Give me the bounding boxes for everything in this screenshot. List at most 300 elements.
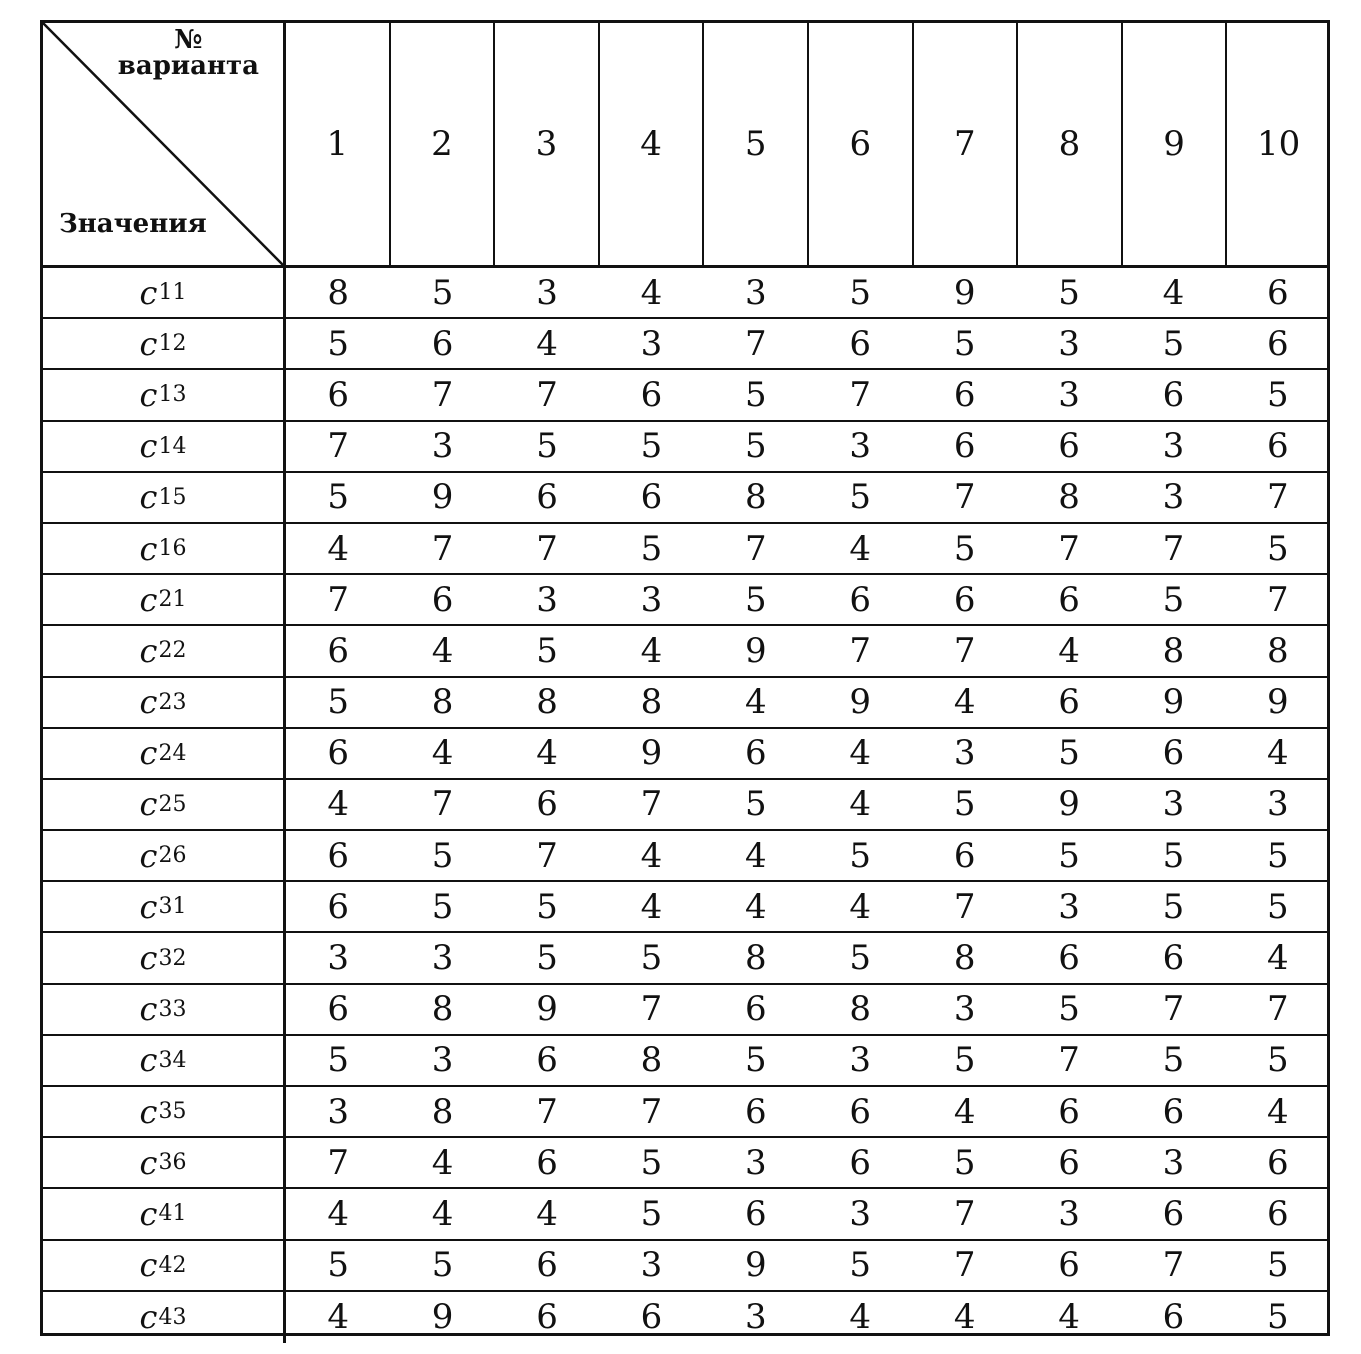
table-cell: 7 — [536, 835, 558, 876]
number-sign-label: № — [174, 25, 203, 55]
table-cell: 5 — [849, 477, 872, 518]
table-cell: 9 — [640, 733, 663, 774]
table-cell: 5 — [849, 272, 872, 313]
row-variable: c — [139, 785, 158, 824]
table-cell: 7 — [1267, 477, 1289, 518]
table-cell: 3 — [1058, 1193, 1080, 1234]
table-cell: 7 — [953, 886, 976, 927]
table-cell: 4 — [953, 1297, 976, 1338]
table-cell: 8 — [327, 272, 350, 313]
table-cell: 8 — [431, 989, 454, 1030]
variant-label: варианта — [117, 51, 259, 81]
table-cell: 4 — [953, 682, 976, 723]
row-variable: c — [139, 1298, 158, 1337]
table-cell: 4 — [431, 1193, 454, 1234]
table-row — [43, 882, 1330, 933]
table-cell: 8 — [1058, 477, 1080, 518]
table-cell: 5 — [1162, 886, 1185, 927]
table-cell: 5 — [327, 1040, 350, 1081]
row-variable: c — [139, 273, 158, 312]
table-cell: 9 — [1267, 682, 1289, 723]
row-subscript: 12 — [158, 331, 187, 357]
table-cell: 7 — [327, 1142, 350, 1183]
table-cell: 6 — [1058, 1245, 1080, 1286]
table-cell: 3 — [849, 1040, 872, 1081]
table-cell: 6 — [1267, 1193, 1289, 1234]
table-cell: 8 — [745, 477, 767, 518]
table-cell: 5 — [640, 528, 663, 569]
table-cell: 3 — [1162, 477, 1185, 518]
table-cell: 4 — [640, 272, 663, 313]
row-label — [43, 1138, 286, 1187]
table-cell: 5 — [953, 528, 976, 569]
table-cell: 9 — [536, 989, 558, 1030]
table-cell: 6 — [745, 1091, 767, 1132]
row-subscript: 35 — [158, 1099, 187, 1125]
table-cell: 5 — [953, 784, 976, 825]
table-cell: 3 — [745, 1297, 767, 1338]
table-cell: 6 — [849, 1091, 872, 1132]
row-variable: c — [139, 990, 158, 1029]
table-cell: 7 — [953, 1245, 976, 1286]
table-cell: 6 — [1267, 323, 1289, 364]
row-subscript: 33 — [158, 996, 187, 1022]
table-cell: 6 — [327, 630, 350, 671]
table-cell: 4 — [640, 835, 663, 876]
table-cell: 9 — [953, 272, 976, 313]
table-cell: 4 — [327, 1297, 350, 1338]
table-cell: 3 — [327, 1091, 350, 1132]
table-cell: 5 — [1267, 886, 1289, 927]
table-cell: 3 — [536, 272, 558, 313]
table-cell: 5 — [1162, 1040, 1185, 1081]
table-cell: 6 — [536, 1040, 558, 1081]
table-cell: 5 — [849, 835, 872, 876]
table-cell: 6 — [1267, 1142, 1289, 1183]
variant-header-cell: 8 — [1016, 23, 1121, 265]
table-cell: 7 — [1267, 989, 1289, 1030]
table-cell: 5 — [640, 1142, 663, 1183]
table-cell: 8 — [431, 1091, 454, 1132]
row-label — [43, 1036, 286, 1085]
row-label — [43, 780, 286, 829]
table-cell: 3 — [1162, 1142, 1185, 1183]
row-variable: c — [139, 1143, 158, 1182]
table-cell: 9 — [849, 682, 872, 723]
table-cell: 6 — [849, 1142, 872, 1183]
table-cell: 6 — [1162, 1193, 1185, 1234]
row-subscript: 41 — [158, 1201, 187, 1227]
table-cell: 8 — [1162, 630, 1185, 671]
table-cell: 4 — [1162, 272, 1185, 313]
row-variable: c — [139, 887, 158, 926]
table-row — [43, 1087, 1330, 1138]
table-cell: 6 — [849, 323, 872, 364]
table-row — [43, 831, 1330, 882]
table-cell: 6 — [953, 426, 976, 467]
table-cell: 3 — [745, 1142, 767, 1183]
table-cell: 7 — [431, 784, 454, 825]
table-cell: 6 — [640, 374, 663, 415]
table-cell: 7 — [327, 579, 350, 620]
variant-header-cell: 5 — [702, 23, 807, 265]
table-cell: 5 — [640, 1193, 663, 1234]
table-cell: 5 — [1267, 1245, 1289, 1286]
table-row — [43, 370, 1330, 421]
row-variable: c — [139, 529, 158, 568]
row-subscript: 31 — [158, 894, 187, 920]
table-cell: 6 — [849, 579, 872, 620]
table-cell: 5 — [745, 426, 767, 467]
table-cell: 6 — [536, 1245, 558, 1286]
table-cell: 4 — [640, 630, 663, 671]
table-cell: 6 — [327, 374, 350, 415]
table-cell: 3 — [745, 272, 767, 313]
table-cell: 5 — [536, 426, 558, 467]
table-cell: 3 — [431, 1040, 454, 1081]
table-cell: 3 — [1162, 426, 1185, 467]
table-cell: 6 — [745, 989, 767, 1030]
table-cell: 6 — [953, 374, 976, 415]
row-label — [43, 1087, 286, 1136]
table-cell: 5 — [327, 323, 350, 364]
row-label — [43, 1292, 286, 1343]
row-label — [43, 882, 286, 931]
row-subscript: 16 — [158, 536, 187, 562]
table-cell: 6 — [327, 835, 350, 876]
variant-header-row — [286, 23, 1330, 265]
table-row — [43, 933, 1330, 984]
table-cell: 6 — [1162, 733, 1185, 774]
table-cell: 7 — [640, 784, 663, 825]
table-cell: 4 — [1267, 938, 1289, 979]
table-cell: 7 — [1058, 1040, 1080, 1081]
row-variable: c — [139, 427, 158, 466]
row-label — [43, 933, 286, 982]
table-cell: 4 — [431, 630, 454, 671]
table-cell: 5 — [745, 579, 767, 620]
table-row — [43, 626, 1330, 677]
row-variable: c — [139, 1041, 158, 1080]
table-cell: 7 — [1267, 579, 1289, 620]
table-row — [43, 780, 1330, 831]
row-variable: c — [139, 939, 158, 978]
row-subscript: 13 — [158, 382, 187, 408]
table-cell: 7 — [1162, 1245, 1185, 1286]
variant-header-cell: 9 — [1121, 23, 1226, 265]
row-label — [43, 985, 286, 1034]
variant-header-cell: 1 — [326, 124, 349, 164]
table-cell: 6 — [536, 784, 558, 825]
table-cell: 5 — [1162, 835, 1185, 876]
table-cell: 4 — [1058, 630, 1080, 671]
row-variable: c — [139, 683, 158, 722]
table-row — [43, 422, 1330, 473]
table-cell: 3 — [640, 323, 663, 364]
table-cell: 6 — [431, 323, 454, 364]
table-cell: 7 — [1162, 528, 1185, 569]
table-cell: 5 — [536, 886, 558, 927]
table-cell: 5 — [1267, 1040, 1289, 1081]
table-cell: 5 — [431, 886, 454, 927]
table-cell: 7 — [640, 989, 663, 1030]
row-subscript: 21 — [158, 587, 187, 613]
table-row — [43, 1138, 1330, 1189]
table-cell: 5 — [640, 938, 663, 979]
table-cell: 3 — [327, 938, 350, 979]
variant-header-cell: 3 — [493, 23, 598, 265]
table-cell: 8 — [640, 682, 663, 723]
row-subscript: 24 — [158, 740, 187, 766]
table-cell: 5 — [1267, 374, 1289, 415]
table-cell: 3 — [640, 579, 663, 620]
table-cell: 7 — [953, 477, 976, 518]
variants-table — [40, 20, 1330, 1336]
table-cell: 6 — [1058, 579, 1080, 620]
table-cell: 7 — [1058, 528, 1080, 569]
table-cell: 8 — [1267, 630, 1289, 671]
table-cell: 6 — [1267, 272, 1289, 313]
table-cell: 8 — [640, 1040, 663, 1081]
table-body — [43, 265, 1330, 1343]
row-label — [43, 268, 286, 317]
table-cell: 4 — [640, 886, 663, 927]
table-row — [43, 1292, 1330, 1343]
table-cell: 8 — [849, 989, 872, 1030]
table-cell: 4 — [1267, 733, 1289, 774]
table-cell: 6 — [1162, 1297, 1185, 1338]
table-cell: 4 — [745, 835, 767, 876]
table-cell: 6 — [953, 579, 976, 620]
row-subscript: 22 — [158, 638, 187, 664]
table-cell: 5 — [953, 1142, 976, 1183]
row-label — [43, 626, 286, 675]
table-cell: 4 — [1267, 1091, 1289, 1132]
variant-number-heading — [118, 27, 259, 79]
row-variable: c — [139, 1246, 158, 1285]
table-row — [43, 729, 1330, 780]
table-cell: 3 — [640, 1245, 663, 1286]
table-cell: 8 — [431, 682, 454, 723]
row-label — [43, 422, 286, 471]
table-row — [43, 678, 1330, 729]
table-cell: 7 — [745, 528, 767, 569]
table-cell: 7 — [327, 426, 350, 467]
table-row — [43, 575, 1330, 626]
row-subscript: 25 — [158, 791, 187, 817]
table-cell: 5 — [1267, 528, 1289, 569]
row-label — [43, 729, 286, 778]
row-variable: c — [139, 1194, 158, 1233]
row-subscript: 14 — [158, 433, 187, 459]
table-cell: 5 — [745, 1040, 767, 1081]
row-variable: c — [139, 375, 158, 414]
row-subscript: 15 — [158, 484, 187, 510]
table-cell: 3 — [953, 733, 976, 774]
table-cell: 7 — [536, 374, 558, 415]
table-cell: 5 — [849, 938, 872, 979]
table-cell: 6 — [327, 886, 350, 927]
table-cell: 6 — [1058, 426, 1080, 467]
table-row — [43, 985, 1330, 1036]
table-cell: 5 — [536, 630, 558, 671]
row-subscript: 34 — [158, 1047, 187, 1073]
row-variable: c — [139, 580, 158, 619]
row-subscript: 36 — [158, 1150, 187, 1176]
header-corner-cell — [43, 23, 286, 265]
table-cell: 4 — [745, 682, 767, 723]
table-cell: 5 — [1162, 323, 1185, 364]
table-cell: 6 — [327, 733, 350, 774]
table-cell: 8 — [536, 682, 558, 723]
table-cell: 6 — [953, 835, 976, 876]
table-cell: 9 — [745, 1245, 767, 1286]
row-subscript: 26 — [158, 843, 187, 869]
values-heading: Значения — [59, 209, 207, 239]
table-cell: 3 — [1058, 374, 1080, 415]
table-cell: 7 — [640, 1091, 663, 1132]
table-cell: 7 — [431, 374, 454, 415]
table-cell: 4 — [327, 784, 350, 825]
variant-header-cell: 2 — [389, 23, 494, 265]
row-variable: c — [139, 478, 158, 517]
table-cell: 9 — [745, 630, 767, 671]
table-row — [43, 473, 1330, 524]
table-cell: 5 — [953, 323, 976, 364]
row-label — [43, 524, 286, 573]
row-label — [43, 370, 286, 419]
table-cell: 4 — [849, 784, 872, 825]
variant-header-cell: 6 — [807, 23, 912, 265]
row-label — [43, 473, 286, 522]
table-cell: 7 — [849, 630, 872, 671]
table-cell: 4 — [536, 323, 558, 364]
row-variable: c — [139, 836, 158, 875]
row-variable: c — [139, 1092, 158, 1131]
table-cell: 6 — [1058, 1091, 1080, 1132]
table-cell: 6 — [536, 1142, 558, 1183]
table-cell: 5 — [431, 835, 454, 876]
table-cell: 4 — [536, 733, 558, 774]
table-row — [43, 1189, 1330, 1240]
row-label — [43, 831, 286, 880]
table-cell: 3 — [431, 938, 454, 979]
row-subscript: 42 — [158, 1252, 187, 1278]
table-cell: 4 — [849, 528, 872, 569]
table-cell: 5 — [536, 938, 558, 979]
table-cell: 7 — [536, 528, 558, 569]
variant-header-cell: 7 — [912, 23, 1017, 265]
table-cell: 7 — [431, 528, 454, 569]
table-cell: 6 — [1162, 938, 1185, 979]
table-row — [43, 319, 1330, 370]
table-cell: 6 — [1267, 426, 1289, 467]
table-cell: 6 — [536, 1297, 558, 1338]
table-cell: 5 — [1267, 1297, 1289, 1338]
table-cell: 6 — [745, 733, 767, 774]
table-cell: 3 — [1058, 323, 1080, 364]
table-cell: 3 — [431, 426, 454, 467]
table-cell: 6 — [1058, 938, 1080, 979]
row-variable: c — [139, 734, 158, 773]
row-variable: c — [139, 631, 158, 670]
variant-header-cell: 4 — [598, 23, 703, 265]
table-cell: 3 — [536, 579, 558, 620]
table-cell: 6 — [536, 477, 558, 518]
table-cell: 4 — [327, 528, 350, 569]
row-label — [43, 1241, 286, 1290]
table-cell: 3 — [849, 426, 872, 467]
table-cell: 9 — [1058, 784, 1080, 825]
table-cell: 9 — [431, 477, 454, 518]
row-subscript: 32 — [158, 945, 187, 971]
table-cell: 7 — [536, 1091, 558, 1132]
table-row — [43, 1241, 1330, 1292]
table-cell: 6 — [1162, 1091, 1185, 1132]
table-cell: 4 — [431, 1142, 454, 1183]
table-cell: 3 — [1267, 784, 1289, 825]
table-cell: 5 — [1058, 272, 1080, 313]
table-cell: 3 — [1162, 784, 1185, 825]
table-cell: 4 — [536, 1193, 558, 1234]
table-cell: 9 — [1162, 682, 1185, 723]
table-cell: 7 — [953, 1193, 976, 1234]
row-label — [43, 319, 286, 368]
table-row — [43, 1036, 1330, 1087]
table-cell: 4 — [745, 886, 767, 927]
row-label — [43, 678, 286, 727]
table-cell: 7 — [953, 630, 976, 671]
table-row — [43, 268, 1330, 319]
row-label — [43, 575, 286, 624]
row-subscript: 11 — [158, 280, 187, 306]
table-cell: 5 — [1267, 835, 1289, 876]
table-cell: 5 — [1058, 835, 1080, 876]
variant-header-cell: 10 — [1225, 23, 1330, 265]
table-cell: 3 — [1058, 886, 1080, 927]
table-cell: 6 — [640, 477, 663, 518]
table-cell: 5 — [745, 784, 767, 825]
table-cell: 8 — [745, 938, 767, 979]
table-cell: 5 — [1058, 733, 1080, 774]
table-cell: 3 — [953, 989, 976, 1030]
row-subscript: 43 — [158, 1304, 187, 1330]
table-row — [43, 524, 1330, 575]
row-variable: c — [139, 324, 158, 363]
table-cell: 3 — [849, 1193, 872, 1234]
table-cell: 6 — [1058, 682, 1080, 723]
table-cell: 5 — [431, 272, 454, 313]
table-cell: 7 — [745, 323, 767, 364]
table-cell: 5 — [327, 1245, 350, 1286]
table-cell: 4 — [849, 733, 872, 774]
table-cell: 9 — [431, 1297, 454, 1338]
table-cell: 6 — [431, 579, 454, 620]
table-cell: 4 — [849, 1297, 872, 1338]
table-cell: 5 — [953, 1040, 976, 1081]
table-cell: 6 — [640, 1297, 663, 1338]
table-cell: 7 — [1162, 989, 1185, 1030]
table-cell: 6 — [1058, 1142, 1080, 1183]
table-cell: 5 — [327, 682, 350, 723]
table-cell: 5 — [431, 1245, 454, 1286]
table-cell: 5 — [745, 374, 767, 415]
table-cell: 5 — [640, 426, 663, 467]
table-cell: 6 — [1162, 374, 1185, 415]
table-cell: 4 — [1058, 1297, 1080, 1338]
row-label — [43, 1189, 286, 1238]
table-cell: 4 — [327, 1193, 350, 1234]
